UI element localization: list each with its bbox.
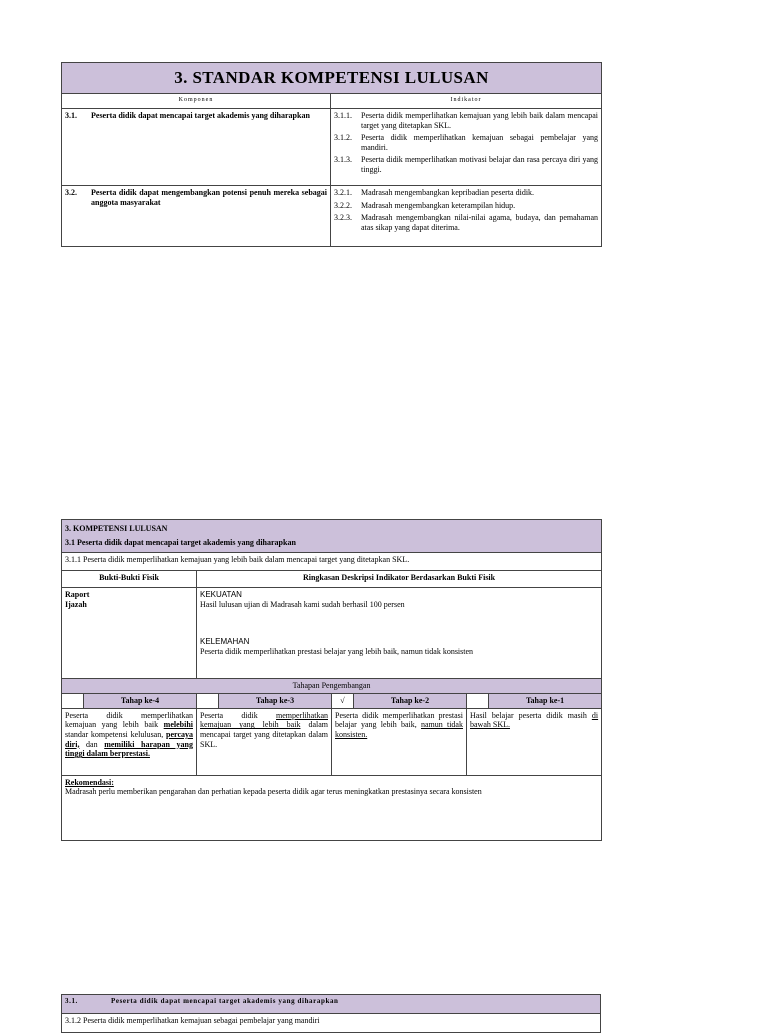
stage-1-description: [467, 708, 602, 775]
stage-1-header: Tahap ke-1: [489, 694, 602, 709]
weakness-text: Peserta didik memperlihatkan prestasi belajar yang lebih baik, namun tidak konsisten: [200, 646, 474, 656]
summary-cell: [197, 588, 602, 679]
indicator-number: 3.1.2.: [334, 133, 352, 143]
indicator-text: Peserta didik memperlihatkan kemajuan yang lebih baik dalam mencapai target yang ditetapkan SKL.: [361, 111, 598, 130]
indicator-line: 3.1.1 Peserta didik memperlihatkan kemajuan yang lebih baik dalam mencapai target yang ditetapkan SKL.: [62, 553, 602, 571]
component-cell: [62, 186, 331, 247]
stage-text-emphasis: memperlihatkan kemajuan yang lebih baik: [200, 710, 328, 730]
stage-3-header: Tahap ke-3: [219, 694, 332, 709]
stage-4-header: Tahap ke-4: [84, 694, 197, 709]
weakness-label: KELEMAHAN: [200, 637, 250, 647]
section-title: 3. KOMPETENSI LULUSAN: [62, 520, 602, 536]
evidence-header: Bukti-Bukti Fisik: [62, 571, 197, 588]
component-cell: [62, 109, 331, 186]
indicator-text: Madrasah mengembangkan nilai-nilai agama, budaya, dan pemahaman atas sikap yang dapat diterima.: [361, 213, 598, 232]
stages-header: Tahapan Pengembangan: [62, 679, 602, 694]
stage-text: Peserta didik memperlihatkan prestasi belajar yang lebih baik,: [335, 710, 463, 730]
evidence-item: Ijazah: [65, 599, 87, 609]
indicator-cell: [331, 186, 602, 247]
indicator-number: 3.1.3.: [334, 155, 352, 165]
component-number: 3.2.: [65, 188, 77, 197]
stage-text-emphasis: di bawah SKL.: [470, 710, 599, 730]
indicator-number: 3.1.1.: [334, 111, 352, 120]
indicator-number: 3.2.3.: [334, 213, 352, 223]
kompetensi-lulusan-table: [61, 519, 602, 841]
list-item: [334, 213, 598, 232]
evidence-item: Raport: [65, 590, 90, 600]
stage-text: Peserta didik: [200, 710, 277, 720]
table-row: [62, 186, 602, 247]
component-number: 3.1.: [65, 111, 77, 120]
indicator-cell: [331, 109, 602, 186]
stage-checkbox[interactable]: [467, 694, 489, 709]
summary-header: Ringkasan Deskripsi Indikator Berdasarkan Bukti Fisik: [197, 571, 602, 588]
stage-text-emphasis: percaya diri,: [65, 729, 193, 749]
component-text: Peserta didik dapat mengembangkan potensi penuh mereka sebagai anggota masyarakat: [91, 188, 327, 207]
indicator-text: Peserta didik memperlihatkan kemajuan sebagai pembelajar yang mandiri.: [361, 133, 598, 152]
section-subtitle: 3.1 Peserta didik dapat mencapai target akademis yang diharapkan: [62, 536, 602, 553]
indikator-header: Indikator: [331, 94, 602, 109]
list-item: [334, 133, 598, 152]
stage-text-emphasis: namun tidak konsisten.: [335, 720, 463, 739]
section-title: [62, 995, 601, 1014]
table-row: [62, 109, 602, 186]
list-item: [334, 155, 598, 174]
stage-2-description: [332, 708, 467, 775]
stage-3-description: [197, 708, 332, 775]
stage-2-header: Tahap ke-2: [354, 694, 467, 709]
stage-text: Peserta didik memperlihatkan kemajuan yang lebih baik: [65, 710, 193, 730]
recommendation-cell: [62, 775, 602, 840]
list-item: [334, 111, 598, 130]
component-number: 3.1.: [65, 997, 78, 1005]
indicator-text: Peserta didik memperlihatkan motivasi belajar dan rasa percaya diri yang tinggi.: [361, 155, 598, 174]
list-item: [334, 201, 598, 211]
stage-text: dan: [79, 739, 105, 749]
stage-checkbox[interactable]: [197, 694, 219, 709]
stage-text: dalam mencapai target yang ditetapkan dalam SKL.: [200, 720, 329, 749]
indicator-line: 3.1.2 Peserta didik memperlihatkan kemajuan sebagai pembelajar yang mandiri: [62, 1014, 601, 1033]
indicator-number: 3.2.1.: [334, 188, 352, 197]
stage-4-description: [62, 708, 197, 775]
komponen-header: Komponen: [62, 94, 331, 109]
stage-text-emphasis: melebihi: [163, 720, 193, 730]
recommendation-label: Rekomendasi:: [65, 777, 114, 787]
strength-label: KEKUATAN: [200, 590, 242, 600]
section-title: 3. STANDAR KOMPETENSI LULUSAN: [62, 63, 602, 94]
stage-text: Hasil belajar peserta didik masih: [470, 710, 592, 720]
stage-check-mark[interactable]: √: [332, 694, 354, 709]
list-item: [334, 188, 598, 198]
component-text: Peserta didik dapat mencapai target akademis yang diharapkan: [111, 997, 339, 1005]
stage-text-emphasis: memiliki harapan yang tinggi dalam berprestasi.: [65, 739, 193, 759]
evidence-cell: [62, 588, 197, 679]
indicator-text: Madrasah mengembangkan kepribadian peserta didik.: [361, 188, 535, 197]
next-section-table: [61, 994, 601, 1033]
recommendation-text: Madrasah perlu memberikan pengarahan dan perhatian kepada peserta didik agar terus meningkatkan prestasinya secara konsisten: [65, 787, 482, 797]
standar-kompetensi-table: [61, 62, 602, 247]
strength-text: Hasil lulusan ujian di Madrasah kami sudah berhasil 100 persen: [200, 599, 405, 609]
stage-checkbox[interactable]: [62, 694, 84, 709]
indicator-text: Madrasah mengembangkan keterampilan hidup.: [361, 200, 516, 210]
stage-text: standar kompetensi kelulusan,: [65, 729, 167, 739]
component-text: Peserta didik dapat mencapai target akademis yang diharapkan: [91, 111, 310, 120]
indicator-number: 3.2.2.: [334, 200, 352, 210]
